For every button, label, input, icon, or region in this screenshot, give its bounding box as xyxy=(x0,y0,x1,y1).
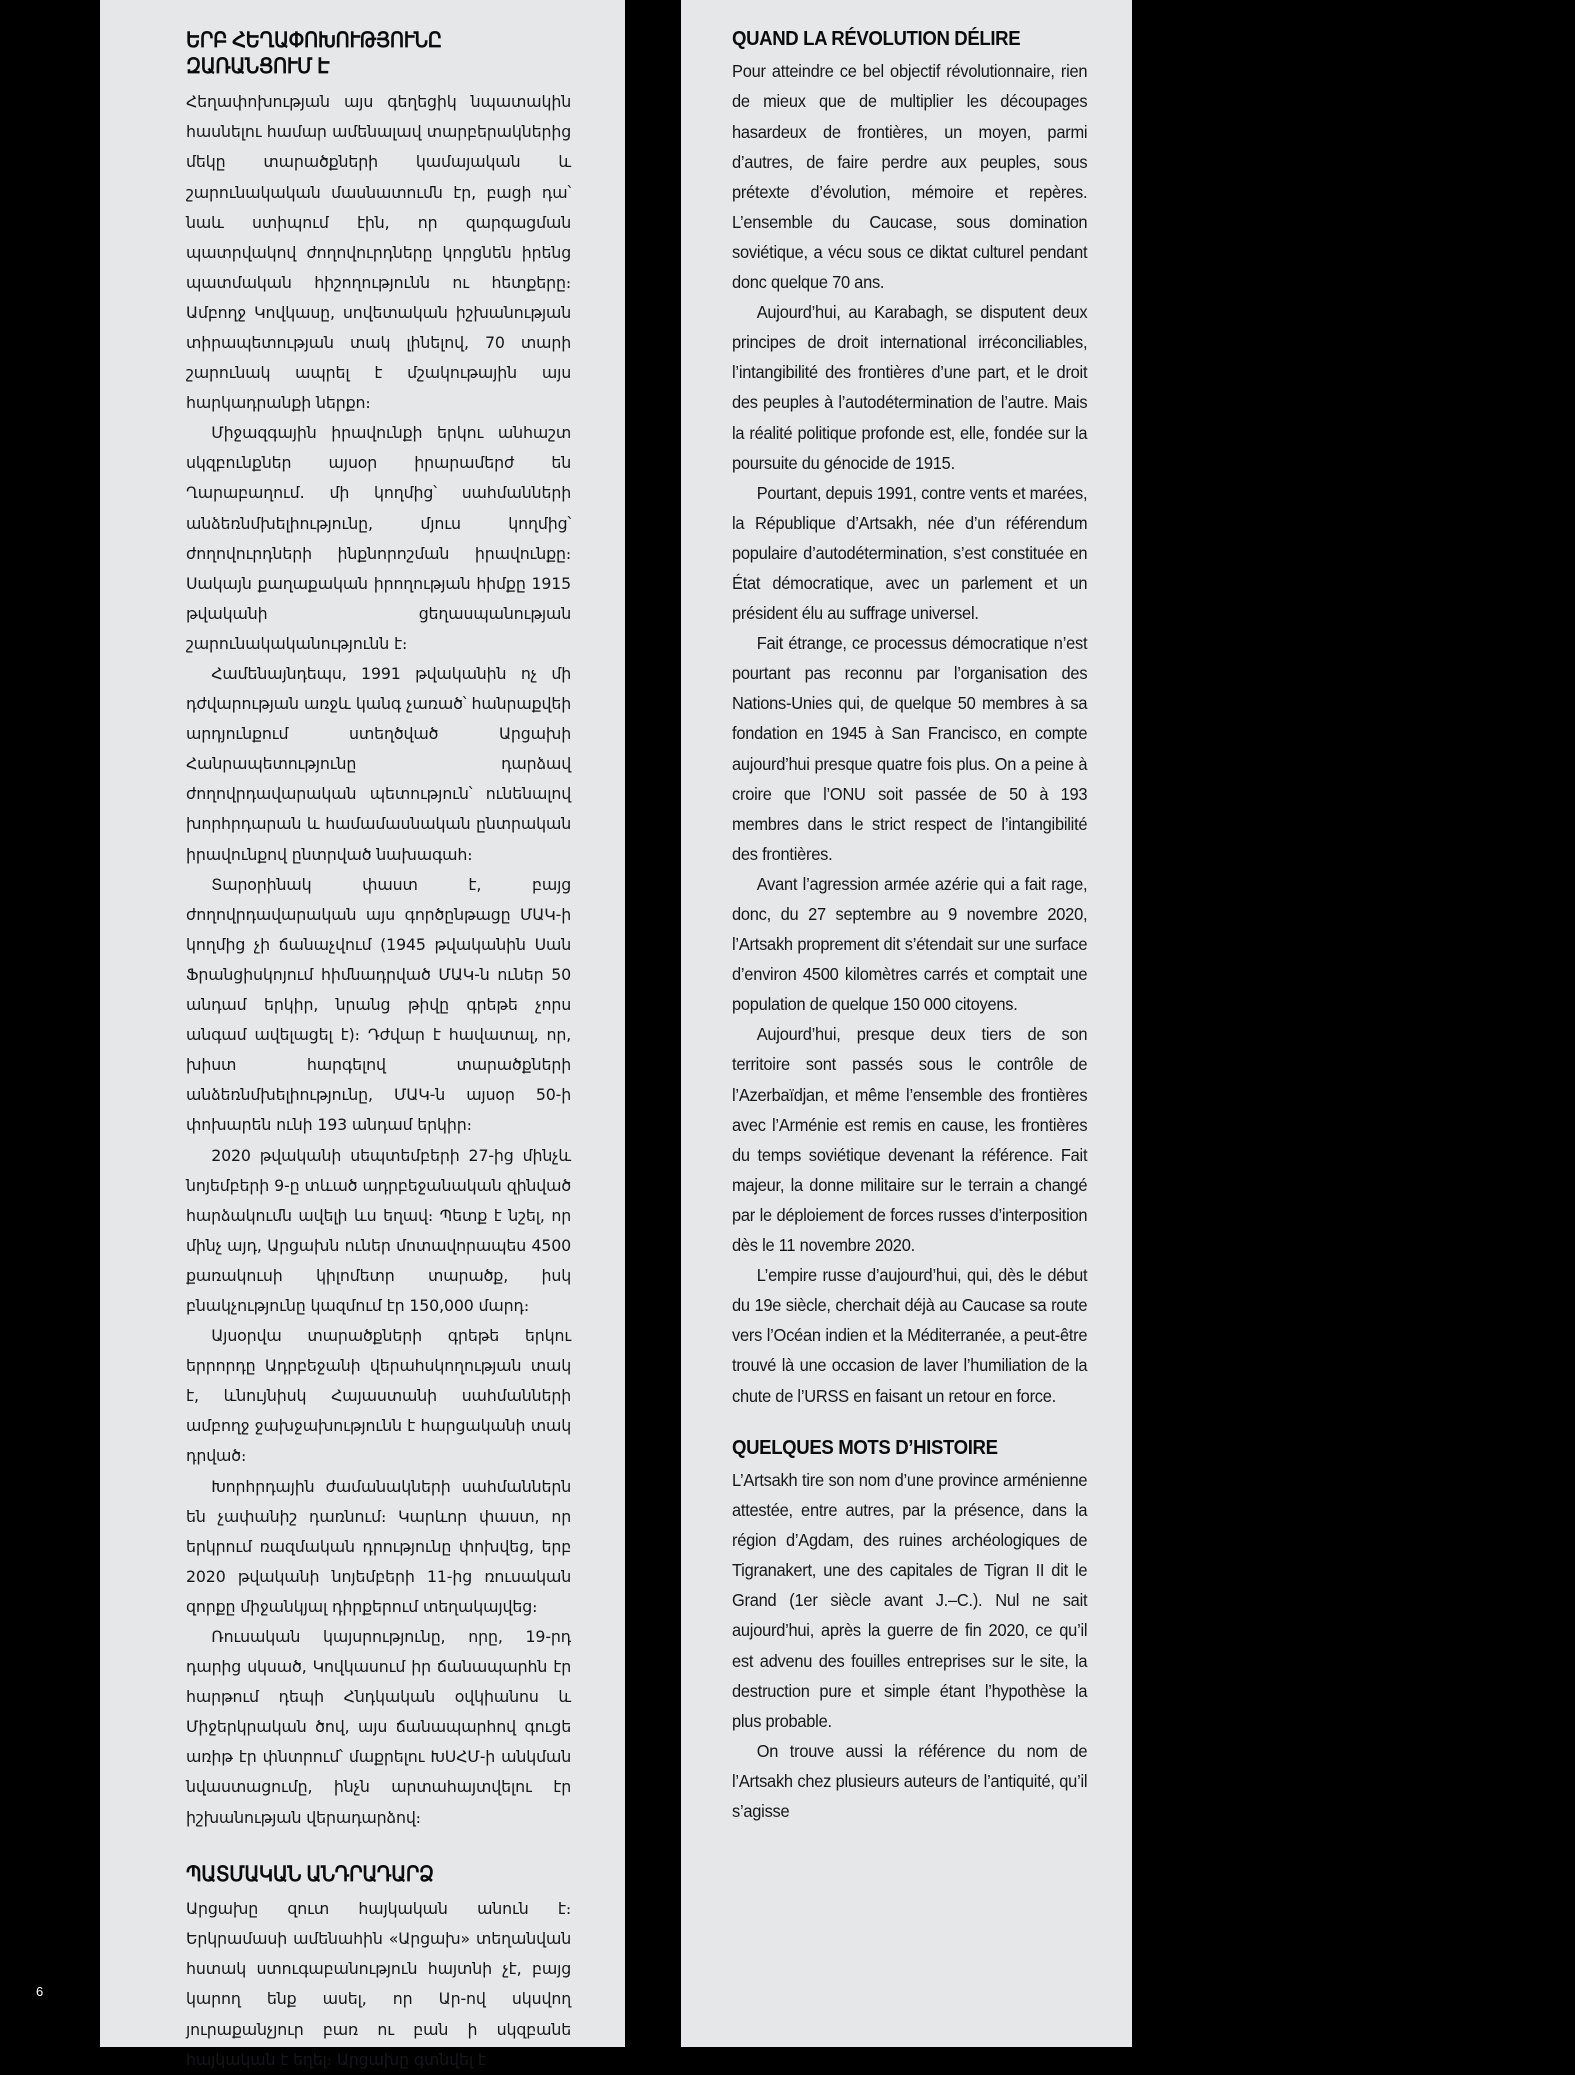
armenian-paragraph: Տարօրինակ փաստ է, բայց ժողովրդավարական այս գործընթացը ՄԱԿ-ի կողմից չի ճանաչվում (1945 թվականին Սան Ֆրանցիսկոյում հիմնադրված ՄԱԿ-ն ուներ 50 անդամ երկիր, նրանց թիվը գրեթե չորս անգամ ավելացել է)։ Դժվար է հավատալ, որ, խիստ հարգելով տարածքների անձեռնմխելիությունը, ՄԱԿ-ն այսօր 50-ի փոխարեն ունի 193 անդամ երկիր։ xyxy=(186,874,572,1135)
french-paragraph: Fait étrange, ce processus démocratique n’est pourtant pas reconnu par l’organisation des Nations-Unies qui, de quelque 50 membres à sa fondation en 1945 à San Francisco, en compte aujourd’hui presque quatre fois plus. On a peine à croire que l’ONU soit passée de 50 à 193 membres dans le strict respect de l’intangibilité des frontières. xyxy=(732,633,1088,864)
french-paragraph: L’Artsakh tire son nom d’une province arménienne attestée, entre autres, par la présence, dans la région d’Agdam, des ruines archéologiques de Tigranakert, une des capitales de Tigran II dit le Grand (1er siècle avant J.–C.). Nul ne sait aujourd’hui, après la guerre de fin 2020, ce qu’il est advenu des fouilles entreprises sur le site, la destruction pure et simple étant l’hypothèse la plus probable. xyxy=(732,1470,1088,1731)
armenian-paragraph: 2020 թվականի սեպտեմբերի 27-ից մինչև նոյեմբերի 9-ը տևած ադրբեջանական զինված հարձակումն ավելի ևս եղավ։ Պետք է նշել, որ մինչ այդ, Արցախն ուներ մոտավորապես 4500 քառակուսի կիլոմետր տարածք, իսկ բնակչությունը կազմում էր 150,000 մարդ։ xyxy=(186,1145,572,1315)
armenian-paragraph: Ռուսական կայսրությունը, որը, 19-րդ դարից սկսած, Կովկասում իր ճանապարհն էր հարթում դեպի Հնդկական օվկիանոս և Միջերկրական ծով, այս ճանապարհով գուցե առիթ էր փնտրում՝ մաքրելու ԽՍՀՄ-ի անկման նվաստացումը, ինչն արտահայտվելու էր իշխանության վերադարձով։ xyxy=(186,1627,572,1827)
armenian-section-heading-1: ԵՐԲ ՀԵՂԱՓՈԽՈՒԹՅՈՒՆԸ ԶԱՌԱՆՑՈՒՄ Է xyxy=(186,29,442,78)
armenian-paragraph: Խորհրդային ժամանակների սահմաններն են չափանիշ դառնում։ Կարևոր փաստ, որ երկրում ռազմական դրությունը փոխվեց, երբ 2020 թվականի նոյեմբերի 11-ից ռուսական զորքը միջանկյալ դիրքերում տեղակայվեց։ xyxy=(186,1476,572,1616)
armenian-paragraph: Արցախը զուտ հայկական անուն է։ Երկրամասի ամենահին «Արցախ» տեղանվան հստակ ստուգաբանություն հայտնի չէ, բայց կարող ենք ասել, որ Ար-ով սկսվող յուրաքանչյուր բառ ու բան ի սկզբանե հայկական է եղել։ Արցախը գտնվել է xyxy=(186,1899,572,2069)
french-paragraph: Aujourd’hui, au Karabagh, se disputent deux principes de droit international irréconciliables, l’intangibilité des frontières d’une part, et le droit des peuples à l’autodétermination de l’autre. Mais la réalité politique profonde est, elle, fondée sur la poursuite du génocide de 1915. xyxy=(732,302,1088,473)
french-text-column xyxy=(681,0,1132,1826)
french-paragraph: Aujourd’hui, presque deux tiers de son territoire sont passés sous le contrôle de l’Azerbaïdjan, et même l’ensemble des frontières avec l’Arménie est remis en cause, les frontières du temps soviétique devenant la référence. Fait majeur, la donne militaire sur le terrain a changé par le déploiement de forces russes d’interposition dès le 11 novembre 2020. xyxy=(732,1024,1088,1256)
armenian-paragraph: Միջազգային իրավունքի երկու անհաշտ սկզբունքներ այսօր իրարամերժ են Ղարաբաղում․ մի կողմից՝ սահմանների անձեռնմխելիությունը, մյուս կողմից՝ ժողովուրդների ինքնորոշման իրավունքը։ Սակայն քաղաքական իրողության հիմքը 1915 թվականի ցեղասպանության շարունակականությունն է։ xyxy=(186,423,572,653)
armenian-text-column xyxy=(100,0,625,2075)
page-number: 6 xyxy=(36,1984,44,1999)
armenian-paragraph: Այսօրվա տարածքների գրեթե երկու երրորդը Ադրբեջանի վերահսկողության տակ է, ևնույնիսկ Հայաստանի սահմանների ամբողջ ջախջախությունն է հարցականի տակ դրված։ xyxy=(186,1326,572,1466)
french-paragraph: Pour atteindre ce bel objectif révolutionnaire, rien de mieux que de multiplier les découpages hasardeux de frontières, un moyen, parmi d’autres, de faire perdre aux peuples, sous prétexte d’évolution, mémoire et repères. L’ensemble du Caucase, sous domination soviétique, a vécu sous ce diktat culturel pendant donc quelque 70 ans. xyxy=(732,61,1088,293)
french-paragraph: Avant l’agression armée azérie qui a fait rage, donc, du 27 septembre au 9 novembre 2020, l’Artsakh proprement dit s’étendait sur une surface d’environ 4500 kilomètres carrés et comptait une population de quelque 150 000 citoyens. xyxy=(732,873,1088,1015)
armenian-section-heading-2: ՊԱՏՄԱԿԱՆ ԱՆԴՐԱԴԱՐՁ xyxy=(186,1862,434,1886)
french-paragraph: L’empire russe d’aujourd’hui, qui, dès le début du 19e siècle, cherchait déjà au Caucase sa route vers l’Océan indien et la Méditerranée, a peut-être trouvé là une occasion de laver l’humiliation de la chute de l’URSS en faisant un retour en force. xyxy=(732,1265,1088,1406)
french-paragraph: Pourtant, depuis 1991, contre vents et marées, la République d’Artsakh, née d’un référendum populaire d’autodétermination, s’est constituée en État démocratique, avec un parlement et un président élu au suffrage universel. xyxy=(732,482,1088,624)
french-section-heading-1: QUAND LA RÉVOLUTION DÉLIRE xyxy=(732,28,1021,50)
french-section-heading-2: QUELQUES MOTS D’HISTOIRE xyxy=(732,1436,998,1459)
armenian-paragraph: Հեղափոխության այս գեղեցիկ նպատակին հասնելու համար ամենալավ տարբերակներից մեկը տարածքների կամայական և շարունակական մասնատումն էր, բացի դա՝ նաև ստիպում էին, որ զարգացման պատրվակով ժողովուրդները կորցնեն իրենց պատմական հիշողությունն ու հետքերը։ Ամբողջ Կովկասը, սովետական իշխանության տիրապետության տակ լինելով, 70 տարի շարունակ ապրել է մշակութային այս հարկադրանքի ներքո։ xyxy=(186,92,572,413)
armenian-paragraph: Համենայնդեպս, 1991 թվականին ոչ մի դժվարության առջև կանգ չառած՝ հանրաքվեի արդյունքում ստեղծված Արցախի Հանրապետությունը դարձավ ժողովրդավարական պետություն՝ ունենալով խորհրդարան և համամասնական ընտրական իրավունքով ընտրված նախագահ։ xyxy=(186,664,572,864)
french-paragraph: On trouve aussi la référence du nom de l’Artsakh chez plusieurs auteurs de l’antiquité, qu’il s’agisse xyxy=(732,1740,1088,1822)
